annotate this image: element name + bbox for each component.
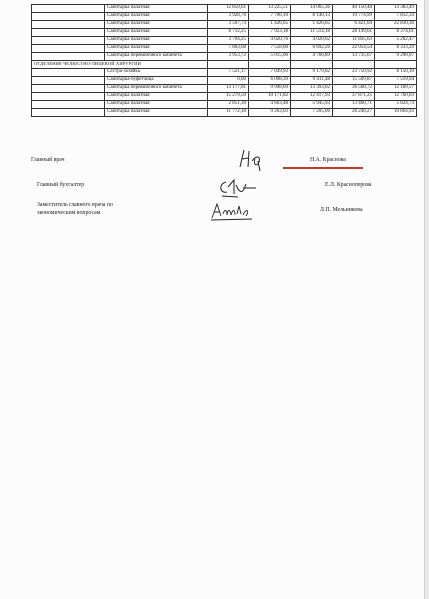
- value-cell: 11 772,18: [208, 109, 249, 117]
- value-cell: 7 803,68: [208, 45, 249, 53]
- table-row: [32, 37, 417, 45]
- chief-doctor-signature: [234, 147, 268, 173]
- average-cell: 10 864,93: [375, 109, 417, 117]
- table-row: [32, 85, 417, 93]
- blank-cell: [32, 53, 105, 61]
- blank-cell: [32, 13, 105, 21]
- blank-cell: [32, 37, 105, 45]
- position-cell: Санитарка палатная: [105, 29, 208, 37]
- value-cell: 3 567,74: [208, 21, 249, 29]
- average-cell: 8 333,29: [375, 45, 417, 53]
- value-cell: 13 393,02: [291, 85, 333, 93]
- total-cell: 28 149,61: [333, 29, 375, 37]
- chief-accountant-label: Главный бухгалтер: [37, 182, 85, 188]
- total-cell: 28 240,27: [333, 109, 375, 117]
- value-cell: 3 953,72: [208, 53, 249, 61]
- value-cell: 4 020,76: [249, 37, 291, 45]
- deputy-name: Л.П. Мельникова: [320, 207, 363, 213]
- average-cell: 8 374,61: [375, 29, 417, 37]
- value-cell: 7 706,10: [249, 13, 291, 21]
- average-cell: 12 189,57: [375, 85, 417, 93]
- value-cell: 7 205,06: [291, 109, 333, 117]
- value-cell: 5 015,06: [249, 53, 291, 61]
- value-cell: 9 179,82: [291, 69, 333, 77]
- value-cell: 9 998,69: [249, 85, 291, 93]
- position-cell: Санитарка палатная: [105, 5, 208, 13]
- blank-cell: [32, 69, 105, 77]
- table-body-top: [32, 5, 417, 61]
- average-cell: 22 830,36: [375, 21, 417, 29]
- value-cell: 7 049,93: [249, 69, 291, 77]
- total-cell: 22 054,54: [333, 45, 375, 53]
- total-cell: 23 750,92: [333, 69, 375, 77]
- total-cell: 15 509,87: [333, 77, 375, 85]
- section-title: ОТДЕЛЕНИЕ ЧЕЛЮСТНО-ЛИЦЕВОЙ ХИРУРГИИ: [32, 61, 208, 69]
- average-cell: 7 812,34: [375, 13, 417, 21]
- value-cell: 8 140,13: [291, 13, 333, 21]
- table-row: [32, 101, 417, 109]
- position-cell: Санитарка палатная: [105, 109, 208, 117]
- blank-cell: [32, 101, 105, 109]
- page-edge: [424, 0, 429, 599]
- table-row: [32, 5, 417, 13]
- position-cell: Санитарка палатная: [105, 101, 208, 109]
- blank-cell: [32, 29, 105, 37]
- section-header-body: [32, 61, 417, 69]
- average-cell: 5 262,47: [375, 37, 417, 45]
- total-cell: 6 421,04: [333, 21, 375, 29]
- value-cell: 4 663,48: [249, 101, 291, 109]
- salary-table: [31, 4, 417, 117]
- position-cell: Санитарка перевязочного кабинета: [105, 85, 208, 93]
- total-cell: 13 460,71: [333, 101, 375, 109]
- blank-cell: [32, 21, 105, 29]
- blank-cell: [32, 109, 105, 117]
- value-cell: 6 692,26: [291, 45, 333, 53]
- average-cell: 12 760,03: [375, 93, 417, 101]
- value-cell: 7 558,60: [249, 45, 291, 53]
- value-cell: 9 263,03: [249, 109, 291, 117]
- average-cell: 7 519,94: [375, 77, 417, 85]
- value-cell: 4 020,62: [291, 37, 333, 45]
- position-cell: Санитарка-буфетчица: [105, 77, 208, 85]
- table-row: [32, 69, 417, 77]
- position-cell: Санитарка палатная: [105, 13, 208, 21]
- total-cell: 37 871,25: [333, 93, 375, 101]
- value-cell: 12 417,93: [291, 93, 333, 101]
- value-cell: 12 859,61: [208, 5, 249, 13]
- table-row: [32, 13, 417, 21]
- value-cell: 2 851,30: [208, 101, 249, 109]
- value-cell: 13 225,51: [249, 5, 291, 13]
- table-row: [32, 21, 417, 29]
- value-cell: 14 065,36: [291, 5, 333, 13]
- table-row: [32, 77, 417, 85]
- value-cell: 8 712,25: [208, 29, 249, 37]
- total-cell: 19 774,99: [333, 13, 375, 21]
- total-cell: 13 735,67: [333, 53, 375, 61]
- value-cell: 1 426,65: [249, 21, 291, 29]
- value-cell: 9 411,48: [291, 77, 333, 85]
- deputy-label-line2: экономическим вопросам: [37, 210, 101, 216]
- value-cell: 3 928,76: [208, 13, 249, 21]
- name-underline: [283, 167, 363, 169]
- value-cell: 15 279,50: [208, 93, 249, 101]
- position-cell: Санитарка палатная: [105, 37, 208, 45]
- value-cell: 5 945,93: [291, 101, 333, 109]
- table-row: [32, 109, 417, 117]
- blank-cell: [32, 85, 105, 93]
- value-cell: 3 794,25: [208, 37, 249, 45]
- chief-accountant-signature: [216, 176, 260, 200]
- table-body-bottom: [32, 69, 417, 117]
- average-cell: 9 290,67: [375, 53, 417, 61]
- position-cell: Санитарка палатная: [105, 21, 208, 29]
- chief-doctor-name: Н.А. Краснова: [310, 157, 346, 163]
- value-cell: 10 171,82: [249, 93, 291, 101]
- position-cell: Санитарка палатная: [105, 45, 208, 53]
- value-cell: 6 098,39: [249, 77, 291, 85]
- table-row: [32, 29, 417, 37]
- value-cell: 7 521,17: [208, 69, 249, 77]
- value-cell: 0,00: [208, 77, 249, 85]
- chief-accountant-name: Е.Л. Красноперова: [325, 182, 372, 188]
- table-row: [32, 45, 417, 53]
- position-cell: Санитарка перевязочного кабинета: [105, 53, 208, 61]
- value-cell: 13 177,01: [208, 85, 249, 93]
- blank-cell: [32, 77, 105, 85]
- deputy-signature: [208, 200, 256, 222]
- deputy-label-line1: Заместитель главного врача по: [37, 202, 113, 208]
- total-cell: 36 568,72: [333, 85, 375, 93]
- average-cell: 13 383,49: [375, 5, 417, 13]
- average-cell: 5 824,74: [375, 101, 417, 109]
- value-cell: 11 514,18: [291, 29, 333, 37]
- total-cell: 11 835,63: [333, 37, 375, 45]
- section-header-row: [32, 61, 417, 69]
- value-cell: 7 923,18: [249, 29, 291, 37]
- total-cell: 40 150,48: [333, 5, 375, 13]
- blank-cell: [32, 45, 105, 53]
- average-cell: 8 150,10: [375, 69, 417, 77]
- blank-cell: [32, 5, 105, 13]
- value-cell: 4 766,89: [291, 53, 333, 61]
- blank-cell: [32, 93, 105, 101]
- position-cell: Санитарка палатная: [105, 93, 208, 101]
- table-row: [32, 53, 417, 61]
- position-cell: Сестра-хозяйка: [105, 69, 208, 77]
- chief-doctor-label: Главный врач: [31, 157, 65, 163]
- table-row: [32, 93, 417, 101]
- value-cell: 1 426,65: [291, 21, 333, 29]
